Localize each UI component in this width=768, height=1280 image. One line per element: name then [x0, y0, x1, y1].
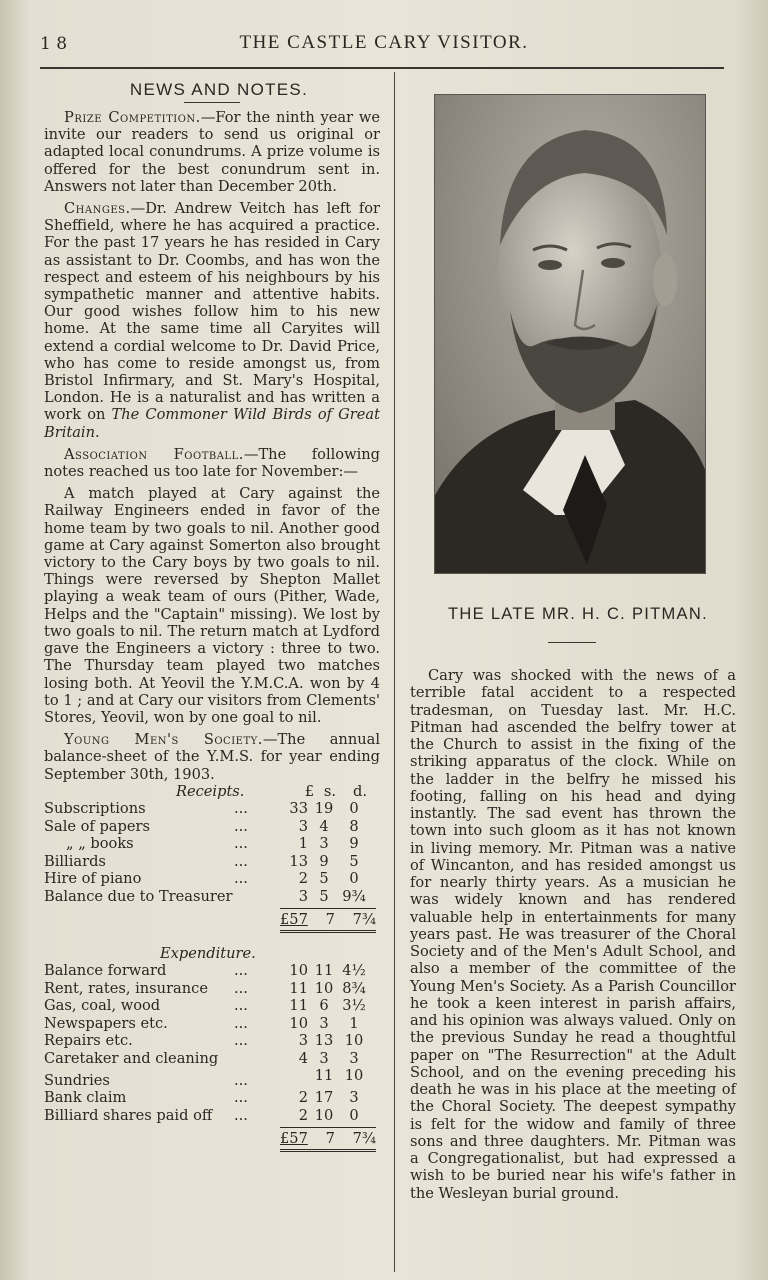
expenditure-amount-shillings: 3: [319, 1014, 329, 1032]
expenditure-total-shillings: 7: [325, 1130, 335, 1148]
receipts-row: [44, 853, 380, 871]
portrait-image: [435, 95, 706, 574]
receipts-amount-shillings: 4: [319, 817, 329, 835]
expenditure-label: Caretaker and cleaning: [44, 1049, 219, 1067]
expenditure-total-pence: 7¾: [352, 1130, 376, 1148]
column-divider: [394, 72, 395, 1272]
obituary-text: Cary was shocked with the news of a terrible fatal accident to a respected tradesman, on Tuesday last. Mr. H.C. Pitman had ascended the belfry tower at the Church to assist in the fixing of the striking apparatus of the clock. While on the ladder in the belfry he missed his footing, falling on his head and dying instantly. The sad event has thrown the town into such gloom as it has not known in living memory. Mr. Pitman was a native of Wincanton, and has resided amongst us for nearly thirty years. As a musician he was widely known and has rendered valuable help in entertainments for many years past. He was treasurer of the Choral Society and of the Men's Adult School, and also a member of the committee of the Young Men's Society. As a Parish Councillor he took a keen interest in parish affairs, and his opinion was always valued. Only on the previous Sunday he read a thoughtful paper on "The Resurrection" at the Adult School, and on the evening preceding his death he was in his place at the meeting of the Choral Society. The deepest sympathy is felt for the widow and family of three sons and three daughters. Mr. Pitman was a Congregationalist, but had expressed a wish to be buried near his wife's father in the Wesleyan burial ground.: [410, 667, 736, 1202]
pence-header: d.: [353, 782, 367, 800]
receipts-row: [44, 800, 380, 818]
football-intro: —The following notes reached us too late for November:—: [44, 445, 380, 481]
expenditure-amount-shillings: 13: [314, 1032, 334, 1050]
expenditure-amount-shillings: 10: [314, 1106, 334, 1124]
expenditure-total-rule: [280, 1127, 376, 1128]
expenditure-amount-pence: 3: [349, 1049, 359, 1067]
receipts-amount-pounds: 1: [298, 835, 308, 853]
expenditure-amount-shillings: 3: [319, 1049, 329, 1067]
expenditure-amount-pounds: [274, 1067, 308, 1085]
receipts-rows: [44, 800, 380, 905]
page-header: [40, 30, 728, 60]
book-title: The Commoner Wild Birds of Great Britain.: [44, 406, 380, 441]
changes-heading: Changes.: [64, 200, 131, 218]
expenditure-label: Bank claim: [44, 1089, 127, 1107]
expenditure-rows: [44, 962, 380, 1124]
receipts-label: „ „ books: [66, 835, 134, 853]
expenditure-label: Newspapers etc.: [44, 1014, 168, 1032]
title-rule: [184, 102, 240, 103]
receipts-label: Subscriptions: [44, 800, 146, 818]
changes-text: —Dr. Andrew Veitch has left for Sheffield, where he has acquired a practice. For the past 17 years he has resided in Cary as assistant to Dr. Coombs, and has won the respect and esteem of his neighbours by his sympathetic manner and attentive habits. Our good wishes follow him to his new home. At the same time all Caryites will extend a cordial welcome to Dr. David Price, who has come to reside amongst us, from Bristol Infirmary, and St. Mary's Hospital, London. He is a naturalist and has written a work on: [44, 200, 380, 424]
expenditure-label: Repairs etc.: [44, 1032, 133, 1050]
expenditure-amount-shillings: 6: [319, 997, 329, 1015]
football-heading: Association Football.: [64, 445, 244, 463]
expenditure-row: [44, 1089, 380, 1107]
expenditure-row: [44, 1067, 380, 1089]
receipts-label: Billiards: [44, 852, 106, 870]
expenditure-row: [44, 1032, 380, 1050]
expenditure-label: Balance forward: [44, 962, 167, 980]
receipts-leader-dots: ...: [234, 800, 248, 818]
receipts-amount-pounds: 3: [298, 817, 308, 835]
expenditure-amount-pounds: 11: [289, 997, 308, 1015]
expenditure-amount-pence: 10: [344, 1067, 364, 1085]
receipts-amount-shillings: 9: [319, 852, 329, 870]
receipts-total-pence: 7¾: [352, 911, 376, 929]
expenditure-row: [44, 1107, 380, 1125]
expenditure-label: Gas, coal, wood: [44, 997, 161, 1015]
receipts-double-rule: [280, 930, 376, 933]
caption-rule: [548, 642, 596, 643]
expenditure-amount-pence: 1: [349, 1014, 359, 1032]
page-number: 1 8: [40, 34, 68, 54]
receipts-amount-shillings: 5: [319, 887, 329, 905]
yms-paragraph: [44, 731, 380, 783]
expenditure-table: [44, 945, 380, 1152]
expenditure-amount-pence: 10: [344, 1032, 364, 1050]
receipts-leader-dots: ...: [234, 817, 248, 835]
expenditure-amount-pence: 4½: [342, 962, 366, 980]
changes-paragraph: [44, 200, 380, 441]
yms-text: —The annual balance-sheet of the Y.M.S. for year ending September 30th, 1903.: [44, 731, 380, 783]
receipts-caption: Receipts.: [176, 782, 245, 800]
expenditure-amount-pounds: 3: [298, 1032, 308, 1050]
receipts-row: [44, 818, 380, 836]
section-title: NEWS AND NOTES.: [129, 80, 309, 99]
expenditure-row: [44, 1015, 380, 1033]
receipts-amount-pence: 9¾: [342, 887, 366, 905]
expenditure-amount-pence: 3: [349, 1089, 359, 1107]
shillings-header: s.: [323, 782, 337, 800]
receipts-row: [44, 835, 380, 853]
receipts-amount-pounds: 13: [289, 852, 308, 870]
football-heading-paragraph: [44, 446, 380, 480]
receipts-amount-pence: 0: [349, 870, 359, 888]
prize-heading: Prize Competition.: [64, 109, 201, 126]
expenditure-amount-pounds: 10: [289, 962, 308, 980]
receipts-amount-pounds: 33: [289, 800, 308, 818]
receipts-label: Sale of papers: [44, 817, 150, 835]
expenditure-amount-pence: 0: [349, 1106, 359, 1124]
expenditure-leader-dots: ...: [234, 1106, 248, 1124]
receipts-header: [44, 783, 380, 801]
portrait-caption: THE LATE MR. H. C. PITMAN.: [448, 605, 708, 623]
running-title: THE CASTLE CARY VISITOR.: [239, 32, 529, 53]
expenditure-leader-dots: ...: [234, 962, 248, 980]
receipts-amount-shillings: 5: [319, 870, 329, 888]
obituary: [410, 667, 736, 1207]
expenditure-leader-dots: ...: [234, 1014, 248, 1032]
expenditure-amount-pounds: 2: [298, 1089, 308, 1107]
receipts-table: [44, 783, 380, 933]
receipts-label: Balance due to Treasurer: [44, 887, 233, 905]
expenditure-amount-shillings: 17: [314, 1089, 334, 1107]
expenditure-caption: Expenditure.: [160, 944, 256, 962]
expenditure-amount-pounds: 2: [298, 1106, 308, 1124]
expenditure-amount-shillings: 11: [314, 1067, 334, 1085]
receipts-total: [280, 911, 376, 929]
expenditure-row: [44, 1050, 380, 1068]
expenditure-amount-pence: 3½: [342, 997, 366, 1015]
receipts-leader-dots: ...: [234, 870, 248, 888]
expenditure-leader-dots: ...: [234, 1071, 248, 1089]
expenditure-amount-shillings: 10: [314, 979, 334, 997]
receipts-row: [44, 888, 380, 906]
expenditure-label: Sundries: [44, 1071, 110, 1089]
receipts-amount-shillings: 19: [314, 800, 334, 818]
expenditure-leader-dots: ...: [234, 997, 248, 1015]
receipts-row: [44, 870, 380, 888]
receipts-amount-pence: 9: [349, 835, 359, 853]
expenditure-leader-dots: ...: [234, 1032, 248, 1050]
expenditure-amount-pounds: 11: [289, 979, 308, 997]
receipts-amount-pence: 8: [349, 817, 359, 835]
portrait-photo: [434, 94, 706, 574]
expenditure-label: Billiard shares paid off: [44, 1106, 213, 1124]
receipts-amount-pence: 5: [349, 852, 359, 870]
expenditure-label: Rent, rates, insurance: [44, 979, 208, 997]
receipts-total-pounds: £57: [280, 911, 308, 929]
left-column: [44, 80, 380, 1152]
expenditure-leader-dots: ...: [234, 979, 248, 997]
expenditure-row: [44, 980, 380, 998]
receipts-label: Hire of piano: [44, 870, 142, 888]
prize-paragraph: [44, 109, 380, 195]
football-text: A match played at Cary against the Railway Engineers ended in favor of the home team by two goals to nil. Another good game at Cary against Somerton also brought victory to the Cary boys by two goals to nil. Things were reversed by Shepton Mallet playing a weak team of ours (Pither, Wade, Helps and the "Captain" missing). We lost by two goals to nil. The return match at Lydford gave the Engineers a victory : three to two. The Thursday team played two matches losing both. At Yeovil the Y.M.C.A. won by 4 to 1 ; and at Cary our visitors from Clements' Stores, Yeovil, won by one goal to nil.: [44, 485, 380, 726]
pounds-header: £: [304, 782, 314, 800]
expenditure-amount-pounds: 10: [289, 1014, 308, 1032]
receipts-amount-pounds: 3: [298, 887, 308, 905]
prize-text: —For the ninth year we invite our readers to send us original or adapted local conundrums. A prize volume is offered for the best conundrum sent in. Answers not later than December 20th.: [44, 109, 380, 195]
expenditure-total-pounds: £57: [280, 1130, 308, 1148]
receipts-amount-pence: 0: [349, 800, 359, 818]
expenditure-row: [44, 962, 380, 980]
receipts-total-shillings: 7: [325, 911, 335, 929]
receipts-leader-dots: ...: [234, 835, 248, 853]
header-rule: [40, 67, 724, 69]
receipts-total-rule: [280, 908, 376, 909]
expenditure-amount-pounds: 4: [298, 1049, 308, 1067]
receipts-amount-shillings: 3: [319, 835, 329, 853]
expenditure-amount-shillings: 11: [314, 962, 334, 980]
expenditure-amount-pence: 8¾: [342, 979, 366, 997]
expenditure-row: [44, 997, 380, 1015]
receipts-amount-pounds: 2: [298, 870, 308, 888]
receipts-leader-dots: ...: [234, 852, 248, 870]
expenditure-double-rule: [280, 1149, 376, 1152]
expenditure-total: [280, 1130, 376, 1148]
expenditure-leader-dots: ...: [234, 1089, 248, 1107]
yms-heading: Young Men's Society.: [64, 731, 263, 749]
